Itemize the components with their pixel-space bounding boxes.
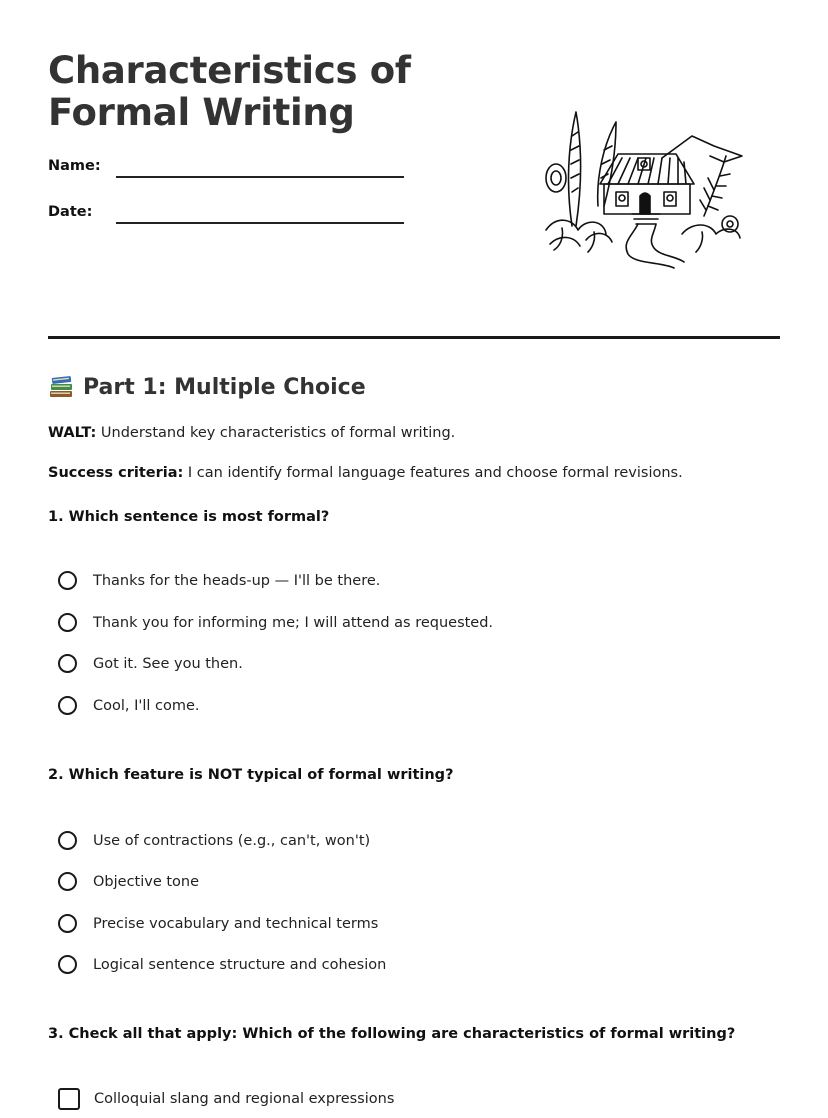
question-2-option-4[interactable]: [58, 955, 386, 974]
house-illustration: [542, 106, 746, 274]
success-criteria-text: I can identify formal language features and choose formal revisions.: [183, 465, 683, 481]
radio-button[interactable]: [58, 696, 77, 715]
checkbox[interactable]: [58, 1088, 80, 1110]
walt-label: WALT:: [48, 425, 97, 441]
question-1-option-3[interactable]: [58, 654, 243, 673]
question-3-prompt: 3. Check all that apply: Which of the following are characteristics of formal writing?: [48, 1026, 736, 1042]
option-label: Precise vocabulary and technical terms: [93, 915, 379, 932]
date-label: Date:: [48, 204, 93, 220]
date-line[interactable]: [116, 208, 404, 224]
question-2-option-2[interactable]: [58, 872, 199, 891]
name-field: [48, 158, 404, 174]
question-1-option-1[interactable]: [58, 571, 380, 590]
part1-heading: [48, 374, 366, 400]
success-criteria-label: Success criteria:: [48, 465, 184, 481]
question-2-option-1[interactable]: [58, 831, 370, 850]
date-field: [48, 204, 404, 220]
radio-button[interactable]: [58, 831, 77, 850]
page-title: Characteristics of Formal Writing: [48, 49, 411, 134]
question-2-option-3[interactable]: [58, 914, 378, 933]
success-criteria-line: [48, 465, 683, 481]
question-2-prompt: 2. Which feature is NOT typical of formal writing?: [48, 767, 454, 783]
radio-button[interactable]: [58, 613, 77, 632]
option-label: Use of contractions (e.g., can't, won't): [93, 832, 371, 849]
question-1-option-4[interactable]: [58, 696, 200, 715]
radio-button[interactable]: [58, 571, 77, 590]
radio-button[interactable]: [58, 914, 77, 933]
option-label: Cool, I'll come.: [93, 697, 200, 714]
option-label: Objective tone: [93, 873, 200, 890]
option-label: Thank you for informing me; I will attend as requested.: [93, 614, 494, 631]
option-label: Got it. See you then.: [93, 655, 243, 672]
radio-button[interactable]: [58, 872, 77, 891]
part1-title: Part 1: Multiple Choice: [83, 374, 366, 400]
radio-button[interactable]: [58, 654, 77, 673]
option-label: Colloquial slang and regional expressions: [94, 1091, 395, 1107]
walt-line: [48, 425, 455, 441]
option-label: Thanks for the heads-up — I'll be there.: [93, 572, 381, 589]
books-icon: [48, 374, 74, 400]
name-label: Name:: [48, 158, 101, 174]
option-label: Logical sentence structure and cohesion: [93, 956, 387, 973]
radio-button[interactable]: [58, 955, 77, 974]
question-1-option-2[interactable]: [58, 613, 493, 632]
walt-text: Understand key characteristics of formal writing.: [96, 425, 456, 441]
section-divider: [48, 336, 780, 339]
question-3-option-1[interactable]: [58, 1088, 394, 1110]
name-line[interactable]: [116, 162, 404, 178]
question-1-prompt: 1. Which sentence is most formal?: [48, 509, 330, 525]
